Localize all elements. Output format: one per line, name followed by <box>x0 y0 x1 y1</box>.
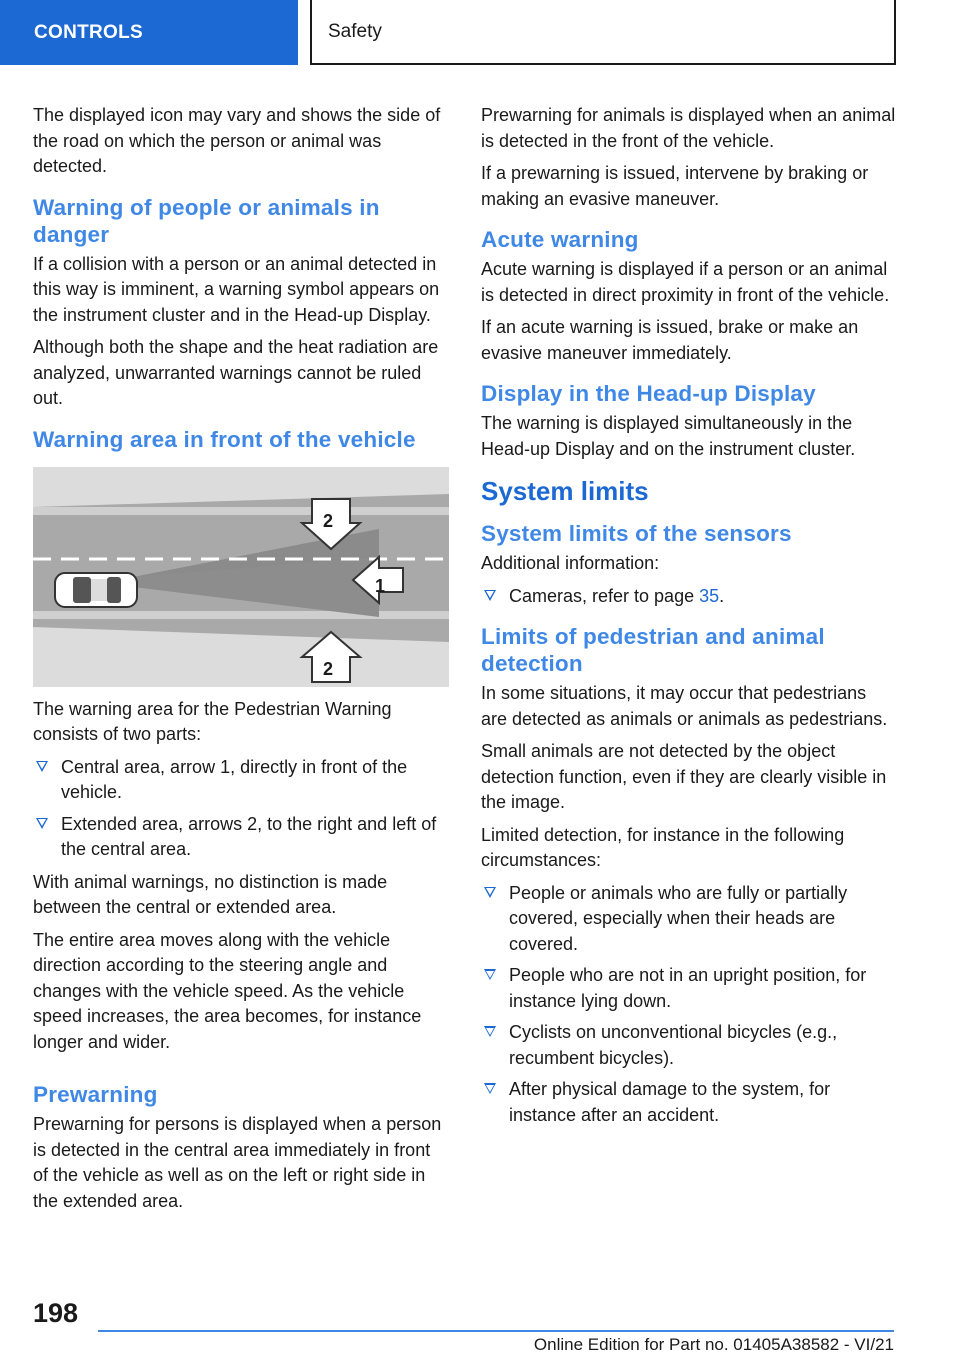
list-item: Cameras, refer to page 35. <box>481 584 897 610</box>
system-limits-heading: System limits <box>481 476 649 506</box>
warning-area-figure <box>33 467 449 687</box>
list-item: Cyclists on unconventional bicycles (e.g., recumbent bicycles). <box>481 1020 897 1071</box>
page-link[interactable]: 35 <box>699 585 720 606</box>
footer-divider <box>98 1330 894 1332</box>
arrow-2-top-label: 2 <box>323 510 334 531</box>
sensors-list <box>481 584 897 610</box>
triangle-bullet-icon <box>36 761 48 772</box>
triangle-bullet-icon <box>484 1083 496 1094</box>
area-paragraph-2: With animal warnings, no distinction is made between the central or extended area. <box>33 871 388 917</box>
road-edge-top <box>33 507 449 515</box>
page-number: 198 <box>33 1298 79 1328</box>
list-item: After physical damage to the system, for instance after an accident. <box>481 1077 897 1128</box>
triangle-bullet-icon <box>484 1026 496 1037</box>
detection-list <box>481 881 897 1129</box>
prewarning-paragraph-1: Prewarning for persons is displayed when a person is detected in the central area immediately in front of the vehicle as well as on the left or right side in the extended area. <box>33 1114 442 1211</box>
sensors-paragraph: Additional information: <box>481 553 660 573</box>
list-item: Extended area, arrows 2, to the right and left of the central area. <box>33 812 449 863</box>
right-column <box>481 103 897 1135</box>
prewarning-paragraph-3: If a prewarning is issued, intervene by braking or making an evasive maneuver. <box>481 163 869 209</box>
prewarning-paragraph-2: Prewarning for animals is displayed when an animal is detected in the front of the vehicle. <box>481 105 896 151</box>
left-column <box>33 103 449 1221</box>
list-item: Central area, arrow 1, directly in front of the vehicle. <box>33 755 449 806</box>
danger-paragraph-2: Although both the shape and the heat radiation are analyzed, unwarranted warnings cannot be ruled out. <box>33 337 439 408</box>
hud-paragraph: The warning is displayed simultaneously in the Head-up Display and on the instrument cluster. <box>481 413 856 459</box>
car-icon <box>55 573 137 607</box>
edition-text: Online Edition for Part no. 01405A38582 - VI/21 <box>533 1335 894 1354</box>
prewarning-heading: Prewarning <box>33 1082 158 1107</box>
detection-paragraph-1: In some situations, it may occur that pedestrians are detected as animals or animals as pedestrians. <box>481 683 888 729</box>
triangle-bullet-icon <box>484 590 496 601</box>
arrow-2-bottom-label: 2 <box>323 658 334 679</box>
detection-paragraph-3: Limited detection, for instance in the following circumstances: <box>481 824 845 870</box>
detection-heading: Limits of pedestrian and animal detection <box>481 624 825 676</box>
acute-paragraph-1: Acute warning is displayed if a person or an animal is detected in direct proximity in front of the vehicle. <box>481 259 890 305</box>
triangle-bullet-icon <box>484 969 496 980</box>
list-item: People or animals who are fully or partially covered, especially when their heads are covered. <box>481 881 897 958</box>
section-title: Safety <box>310 0 896 65</box>
area-list <box>33 755 449 863</box>
acute-heading: Acute warning <box>481 227 639 252</box>
road-edge-bottom <box>33 611 449 619</box>
danger-heading: Warning of people or animals in danger <box>33 194 380 247</box>
arrow-1-label: 1 <box>375 575 386 596</box>
sensors-heading: System limits of the sensors <box>481 521 792 546</box>
intro-paragraph: The displayed icon may vary and shows the side of the road on which the person or animal was detected. <box>33 105 441 176</box>
chapter-tab[interactable]: CONTROLS <box>0 0 298 65</box>
area-paragraph-3: The entire area moves along with the vehicle direction according to the steering angle and changes with the vehicle speed. As the vehicle speed increases, the area becomes, for instance longer and wider. <box>33 929 422 1052</box>
area-heading: Warning area in front of the vehicle <box>33 426 416 452</box>
hud-heading: Display in the Head-up Display <box>481 381 816 406</box>
triangle-bullet-icon <box>36 818 48 829</box>
danger-paragraph-1: If a collision with a person or an animal detected in this way is imminent, a warning symbol appears on the instrument cluster and in the Head-up Display. <box>33 253 440 325</box>
area-paragraph-1: The warning area for the Pedestrian Warning consists of two parts: <box>33 698 392 744</box>
acute-paragraph-2: If an acute warning is issued, brake or make an evasive maneuver immediately. <box>481 317 859 363</box>
triangle-bullet-icon <box>484 887 496 898</box>
detection-paragraph-2: Small animals are not detected by the object detection function, even if they are clearly visible in the image. <box>481 741 887 812</box>
list-item: People who are not in an upright position, for instance lying down. <box>481 963 897 1014</box>
